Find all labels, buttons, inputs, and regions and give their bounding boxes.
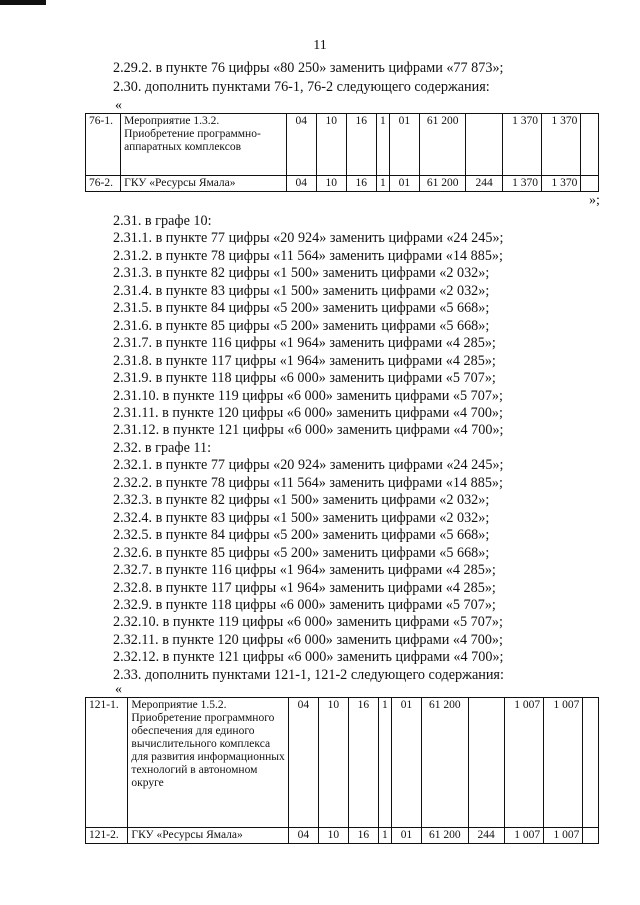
cell: 244 — [468, 828, 504, 844]
open-quote: « — [115, 682, 122, 697]
table-row — [86, 176, 599, 192]
text-line: 2.32.7. в пункте 116 цифры «1 964» заменить цифрами «4 285»; — [113, 562, 496, 578]
cell: 1 370 — [542, 176, 581, 192]
row-number: 121-1. — [86, 698, 128, 828]
text-line: 2.31.4. в пункте 83 цифры «1 500» заменить цифрами «2 032»; — [113, 282, 490, 299]
row-number: 121-2. — [86, 828, 128, 844]
cell: 01 — [392, 698, 422, 828]
text-line: 2.30. дополнить пунктами 76-1, 76-2 следующего содержания: — [113, 79, 490, 95]
text-line: 2.31.5. в пункте 84 цифры «5 200» заменить цифрами «5 668»; — [113, 300, 490, 317]
cell: 1 007 — [504, 828, 543, 844]
cell — [583, 828, 599, 844]
cell — [581, 114, 599, 176]
cell: 16 — [348, 828, 378, 844]
cell: 1 — [378, 828, 391, 844]
text-line: 2.32. в графе 11: — [113, 439, 212, 456]
text-line: 2.31.8. в пункте 117 цифры «1 964» заменить цифрами «4 285»; — [113, 352, 496, 369]
cell: 04 — [286, 176, 316, 192]
cell: 1 — [378, 698, 391, 828]
text-line: 2.31.7. в пункте 116 цифры «1 964» заменить цифрами «4 285»; — [113, 335, 496, 352]
row-number: 76-2. — [86, 176, 121, 192]
cell: 61 200 — [422, 828, 469, 844]
cell: 1 370 — [502, 114, 541, 176]
table-row — [86, 114, 599, 176]
cell: 10 — [316, 114, 346, 176]
cell: 61 200 — [419, 114, 466, 176]
text-line: 2.32.6. в пункте 85 цифры «5 200» заменить цифрами «5 668»; — [113, 544, 490, 561]
cell — [583, 698, 599, 828]
cell: 61 200 — [422, 698, 469, 828]
text-line: 2.32.11. в пункте 120 цифры «6 000» заменить цифрами «4 700»; — [113, 631, 503, 648]
row-number: 76-1. — [86, 114, 121, 176]
text-line: 2.32.12. в пункте 121 цифры «6 000» заменить цифрами «4 700»; — [113, 649, 504, 666]
text-line: 2.32.10. в пункте 119 цифры «6 000» заменить цифрами «5 707»; — [113, 614, 503, 631]
text-line: 2.32.4. в пункте 83 цифры «1 500» заменить цифрами «2 032»; — [113, 509, 490, 526]
text-line: 2.31.9. в пункте 118 цифры «6 000» заменить цифрами «5 707»; — [113, 370, 496, 386]
cell: 04 — [288, 698, 318, 828]
cell: 01 — [392, 828, 422, 844]
cell: 16 — [346, 114, 376, 176]
cell: 04 — [288, 828, 318, 844]
scan-corner-mark — [0, 0, 46, 5]
cell: 244 — [466, 176, 502, 192]
cell — [581, 176, 599, 192]
text-line: 2.31.11. в пункте 120 цифры «6 000» заменить цифрами «4 700»; — [113, 404, 503, 421]
cell: 16 — [348, 698, 378, 828]
cell: 10 — [316, 176, 346, 192]
text-line: 2.31.6. в пункте 85 цифры «5 200» заменить цифрами «5 668»; — [113, 317, 490, 334]
close-quote: »; — [589, 193, 600, 208]
cell: 16 — [346, 176, 376, 192]
text-line: 2.31.12. в пункте 121 цифры «6 000» заменить цифрами «4 700»; — [113, 422, 504, 439]
cell: 1 — [376, 114, 389, 176]
cell: 1 370 — [502, 176, 541, 192]
page-number: 11 — [313, 38, 327, 53]
text-line: 2.33. дополнить пунктами 121-1, 121-2 следующего содержания: — [113, 666, 504, 683]
cell: 10 — [318, 828, 348, 844]
text-line: 2.32.1. в пункте 77 цифры «20 924» заменить цифрами «24 245»; — [113, 457, 504, 474]
amendment-table-2 — [85, 697, 599, 844]
row-name: ГКУ «Ресурсы Ямала» — [121, 176, 287, 192]
cell: 1 007 — [504, 698, 543, 828]
cell: 61 200 — [419, 176, 466, 192]
cell: 10 — [318, 698, 348, 828]
text-line: 2.32.2. в пункте 78 цифры «11 564» заменить цифрами «14 885»; — [113, 474, 503, 491]
cell: 01 — [389, 114, 419, 176]
text-line: 2.31.3. в пункте 82 цифры «1 500» заменить цифрами «2 032»; — [113, 265, 490, 282]
cell: 1 007 — [544, 828, 583, 844]
row-name: Мероприятие 1.5.2. Приобретение программного обеспечения для единого вычислительного комплекса для развития информационных технологий в автономном округе — [128, 698, 288, 828]
open-quote: « — [115, 98, 122, 113]
text-line: 2.31.2. в пункте 78 цифры «11 564» заменить цифрами «14 885»; — [113, 247, 503, 264]
text-line: 2.31.1. в пункте 77 цифры «20 924» заменить цифрами «24 245»; — [113, 230, 504, 247]
table-row — [86, 828, 599, 844]
table-row — [86, 698, 599, 828]
text-line: 2.32.3. в пункте 82 цифры «1 500» заменить цифрами «2 032»; — [113, 492, 490, 509]
cell: 1 007 — [544, 698, 583, 828]
cell: 1 370 — [542, 114, 581, 176]
row-name: ГКУ «Ресурсы Ямала» — [128, 828, 288, 844]
text-line: 2.31.10. в пункте 119 цифры «6 000» заменить цифрами «5 707»; — [113, 387, 503, 404]
text-line: 2.32.5. в пункте 84 цифры «5 200» заменить цифрами «5 668»; — [113, 527, 490, 544]
cell: 04 — [286, 114, 316, 176]
text-line: 2.32.8. в пункте 117 цифры «1 964» заменить цифрами «4 285»; — [113, 579, 496, 596]
text-line: 2.32.9. в пункте 118 цифры «6 000» заменить цифрами «5 707»; — [113, 596, 496, 613]
cell: 01 — [389, 176, 419, 192]
cell: 1 — [376, 176, 389, 192]
row-name: Мероприятие 1.3.2. Приобретение программно-аппаратных комплексов — [121, 114, 287, 176]
amendment-table-1 — [85, 113, 599, 192]
text-line: 2.31. в графе 10: — [113, 213, 212, 229]
cell — [466, 114, 502, 176]
text-line: 2.29.2. в пункте 76 цифры «80 250» заменить цифрами «77 873»; — [113, 60, 504, 76]
cell — [468, 698, 504, 828]
